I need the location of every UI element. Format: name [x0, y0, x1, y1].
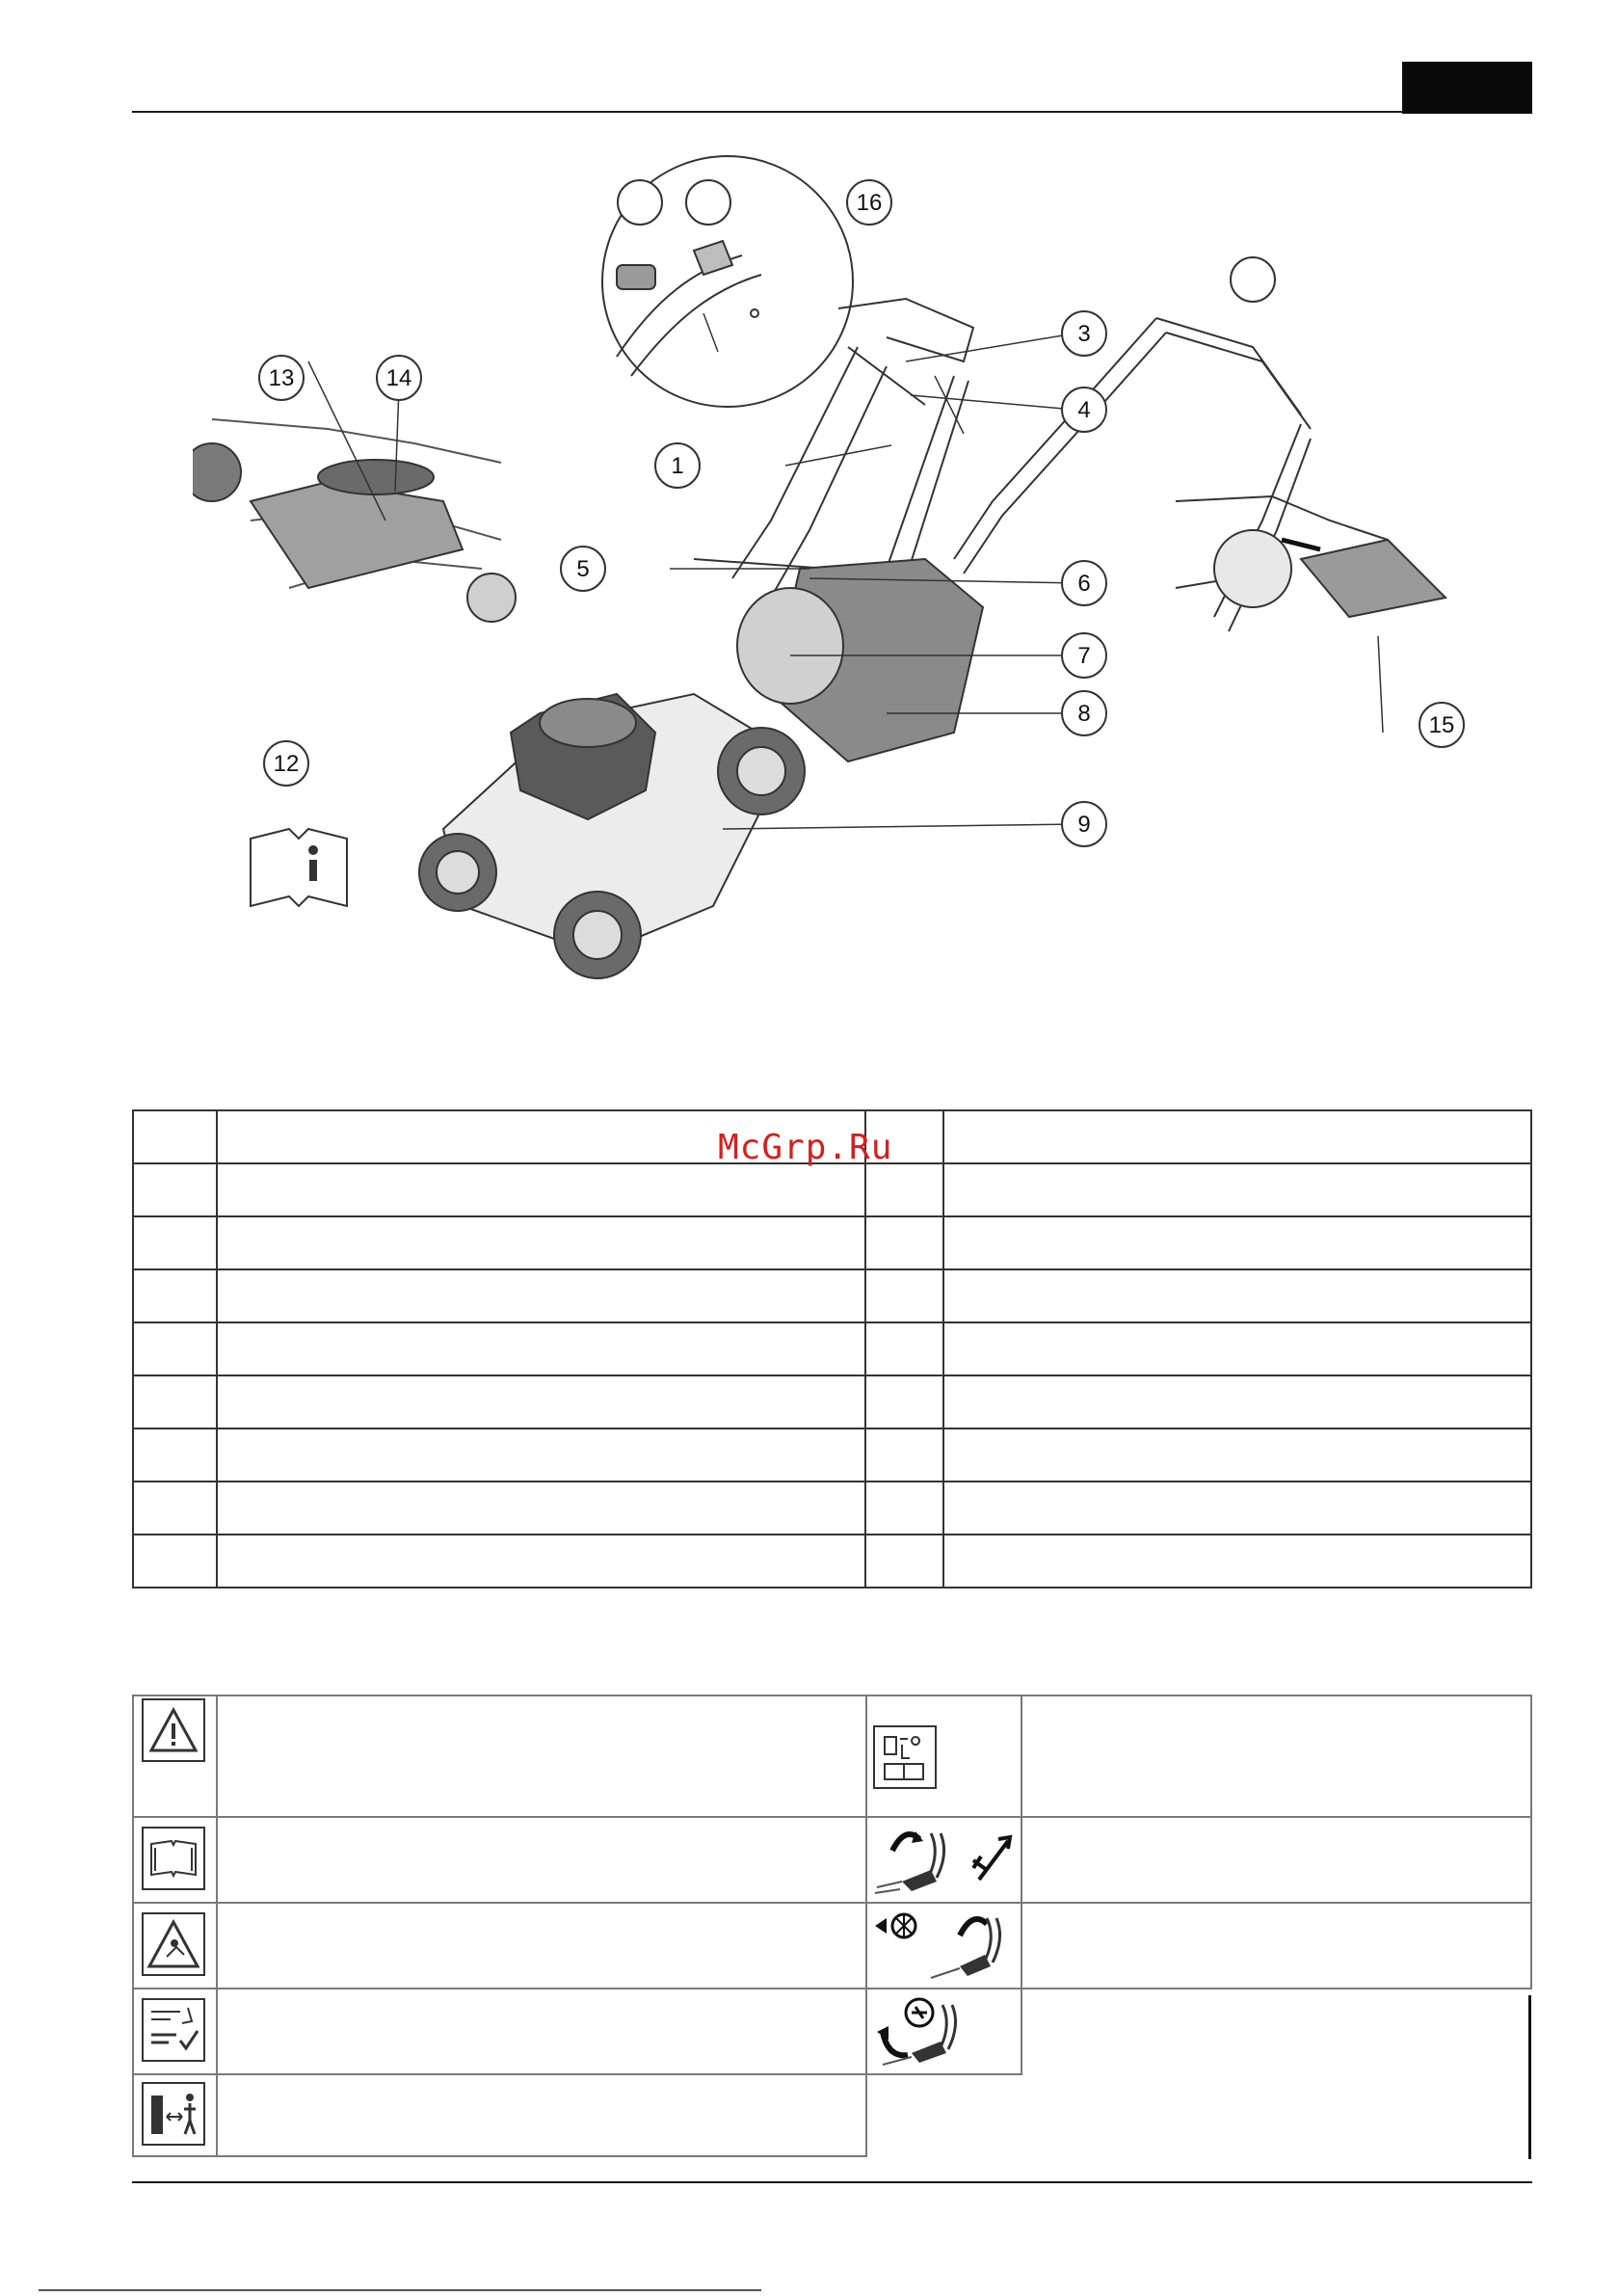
parts-table-row [133, 1216, 1531, 1269]
symbol-row-1 [132, 1695, 867, 1818]
parts-cell-n1 [133, 1535, 217, 1588]
symbol-row-5 [132, 2073, 867, 2157]
parts-cell-n2 [865, 1375, 943, 1428]
symbols-divider-left [216, 1695, 218, 2157]
warning-triangle-icon [142, 1698, 205, 1762]
callout-4: 4 [1077, 397, 1091, 423]
callout-8: 8 [1077, 701, 1091, 727]
symbols-edge-line [1528, 1995, 1531, 2159]
parts-cell-d2 [943, 1482, 1531, 1535]
thrown-objects-icon [142, 1912, 205, 1976]
parts-cell-n2 [865, 1322, 943, 1375]
parts-cell-d1 [217, 1269, 865, 1322]
parts-table-row [133, 1428, 1531, 1482]
parts-cell-d1 [217, 1428, 865, 1482]
parts-cell-d2 [943, 1375, 1531, 1428]
header-rule [132, 111, 1532, 113]
engine-stop-handle-icon [873, 1993, 1018, 2070]
mower-figure [193, 154, 1484, 1002]
parts-cell-n1 [133, 1482, 217, 1535]
blade-brake-icon [873, 1907, 1018, 1984]
parts-cell-n1 [133, 1216, 217, 1269]
parts-cell-d1 [217, 1216, 865, 1269]
parts-cell-d2 [943, 1535, 1531, 1588]
language-tab [1402, 62, 1532, 114]
callout-12: 12 [273, 751, 300, 777]
parts-table-row [133, 1269, 1531, 1322]
parts-cell-d1 [217, 1163, 865, 1216]
callout-15: 15 [1428, 712, 1455, 738]
parts-table [132, 1109, 1532, 1589]
parts-cell-n1 [133, 1428, 217, 1482]
keep-distance-icon [142, 2082, 205, 2146]
symbol-row-3 [132, 1902, 867, 1989]
bottom-edge-line [39, 2289, 761, 2291]
handle-drive-engage-icon [873, 1822, 1018, 1899]
symbols-divider-right [1021, 1695, 1022, 2075]
parts-cell-d2 [943, 1163, 1531, 1216]
parts-cell-d2 [943, 1269, 1531, 1322]
parts-table-row [133, 1482, 1531, 1535]
parts-cell-d1 [217, 1375, 865, 1428]
parts-cell-d2 [943, 1428, 1531, 1482]
callout-13: 13 [268, 365, 295, 391]
symbol-row-4 [132, 1988, 867, 2075]
parts-cell-d1 [217, 1535, 865, 1588]
parts-cell-n1 [133, 1269, 217, 1322]
parts-cell-n2 [865, 1535, 943, 1588]
symbol-row-2 [132, 1816, 867, 1904]
callout-5: 5 [576, 556, 590, 582]
parts-cell-d1 [217, 1482, 865, 1535]
parts-table-row [133, 1535, 1531, 1588]
parts-cell-n2 [865, 1163, 943, 1216]
parts-table-row [133, 1322, 1531, 1375]
parts-cell-n2 [865, 1482, 943, 1535]
parts-cell-d2 [943, 1216, 1531, 1269]
callout-6: 6 [1077, 571, 1091, 597]
callout-14: 14 [385, 365, 412, 391]
parts-cell-n2 [865, 1216, 943, 1269]
maintenance-check-icon [142, 1998, 205, 2062]
parts-cell-n1 [133, 1375, 217, 1428]
parts-cell-n1 [133, 1110, 217, 1163]
read-manual-icon [142, 1827, 205, 1890]
callout-16: 16 [856, 190, 883, 216]
symbol-row-6 [865, 1695, 1532, 1818]
parts-cell-n2 [865, 1269, 943, 1322]
parts-table-row [133, 1375, 1531, 1428]
parts-table-row [133, 1163, 1531, 1216]
parts-cell-n1 [133, 1163, 217, 1216]
parts-cell-d2 [943, 1110, 1531, 1163]
parts-cell-d2 [943, 1322, 1531, 1375]
parts-cell-n1 [133, 1322, 217, 1375]
fuel-engine-icon [873, 1725, 937, 1789]
parts-cell-n2 [865, 1428, 943, 1482]
callout-7: 7 [1077, 643, 1091, 669]
callout-1: 1 [671, 453, 684, 479]
callout-9: 9 [1077, 812, 1091, 838]
footer-rule [132, 2181, 1532, 2183]
watermark: McGrp.Ru [718, 1128, 893, 1167]
parts-cell-d1 [217, 1322, 865, 1375]
callout-3: 3 [1077, 321, 1091, 347]
